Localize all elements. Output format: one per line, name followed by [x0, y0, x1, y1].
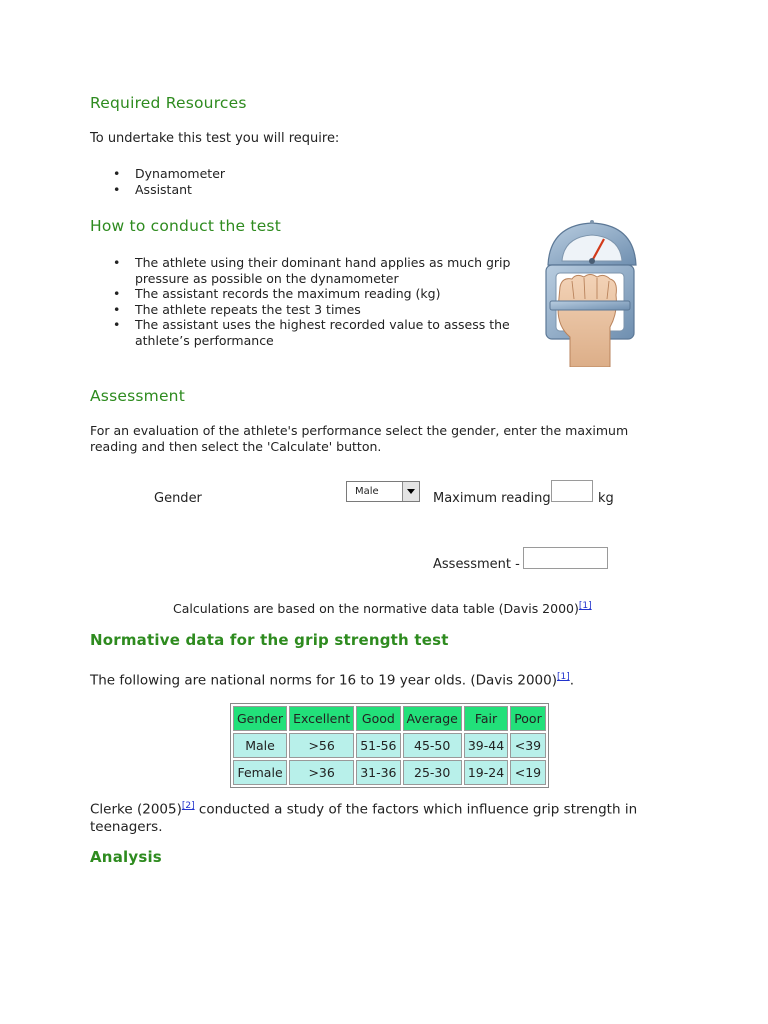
gender-select[interactable] [346, 481, 420, 502]
list-item: • Dynamometer [135, 166, 435, 182]
normative-table [230, 703, 549, 788]
resources-list [90, 166, 435, 197]
required-resources-heading: Required Resources [90, 94, 247, 112]
table-cell: Male [233, 733, 287, 758]
conduct-heading: How to conduct the test [90, 217, 281, 235]
table-cell: 19-24 [464, 760, 508, 785]
table-cell: 51-56 [356, 733, 400, 758]
list-item: • The athlete using their dominant hand applies as much grip pressure as possible on the dynamometer [135, 255, 540, 286]
reference-link-2[interactable]: [2] [181, 801, 195, 811]
table-header-cell: Good [356, 706, 400, 731]
clerke-paragraph [90, 796, 670, 836]
list-item: • The athlete repeats the test 3 times [135, 302, 540, 318]
normative-intro-end: . [569, 672, 575, 689]
unit-label: kg [598, 491, 614, 506]
table-row [233, 733, 546, 758]
table-header-cell: Average [403, 706, 462, 731]
normative-heading: Normative data for the grip strength test [90, 631, 449, 649]
max-reading-label: Maximum reading [433, 491, 551, 506]
table-cell: <19 [510, 760, 546, 785]
conduct-steps-list [90, 255, 540, 349]
table-cell: <39 [510, 733, 546, 758]
table-row [233, 760, 546, 785]
table-cell: 45-50 [403, 733, 462, 758]
table-header-cell: Gender [233, 706, 287, 731]
assessment-result-label: Assessment - [433, 557, 520, 572]
table-cell: 39-44 [464, 733, 508, 758]
assessment-instructions: For an evaluation of the athlete's performance select the gender, enter the maximum reading and then select the 'Calculate' button. [90, 423, 629, 454]
assessment-result-field[interactable] [523, 547, 608, 569]
table-cell: Female [233, 760, 287, 785]
normative-intro [90, 668, 574, 689]
table-header-cell: Poor [510, 706, 546, 731]
dynamometer-illustration [540, 217, 640, 367]
calculation-note [173, 598, 592, 617]
table-header-row [233, 706, 546, 731]
max-reading-input[interactable] [551, 480, 593, 502]
list-item: • The assistant records the maximum reading (kg) [135, 286, 540, 302]
chevron-down-icon[interactable] [402, 482, 419, 501]
gender-label: Gender [154, 491, 202, 506]
list-item: • The assistant uses the highest recorded value to assess the athlete’s performance [135, 317, 540, 348]
table-cell: >36 [289, 760, 354, 785]
calculation-note-text: Calculations are based on the normative data table (Davis 2000) [173, 601, 579, 617]
resources-intro: To undertake this test you will require: [90, 131, 340, 146]
table-cell: >56 [289, 733, 354, 758]
list-item: • Assistant [135, 182, 435, 198]
clerke-text: conducted a study of the factors which influence grip strength in teenagers. [90, 801, 638, 835]
normative-intro-text: The following are national norms for 16 to 19 year olds. (Davis 2000) [90, 672, 557, 689]
reference-link-1[interactable]: [1] [578, 601, 592, 611]
table-header-cell: Fair [464, 706, 508, 731]
assessment-heading: Assessment [90, 387, 185, 405]
table-header-cell: Excellent [289, 706, 354, 731]
reference-link-1[interactable]: [1] [556, 672, 570, 682]
table-cell: 31-36 [356, 760, 400, 785]
analysis-heading: Analysis [90, 848, 162, 866]
table-cell: 25-30 [403, 760, 462, 785]
gender-selected-value: Male [355, 486, 379, 497]
clerke-prefix: Clerke (2005) [90, 801, 182, 818]
